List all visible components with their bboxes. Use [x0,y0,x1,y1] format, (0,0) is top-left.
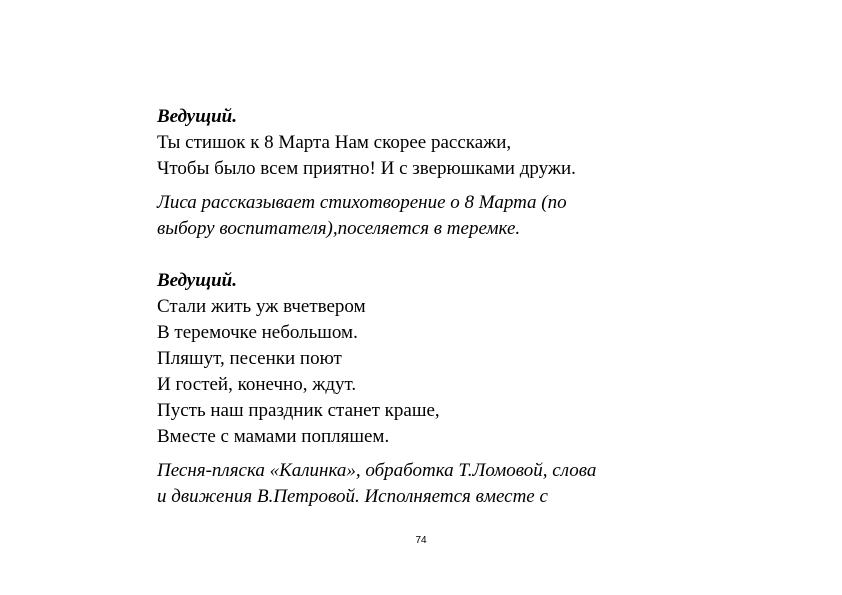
verse-line: Пусть наш праздник станет краше, [157,400,440,421]
spacer [157,182,797,190]
verse-line: Вместе с мамами попляшем. [157,426,390,447]
verse-line: И гостей, конечно, ждут. [157,374,357,395]
direction-line: Лиса рассказывает стихотворение о 8 Марта (по [157,192,567,213]
spacer [157,450,797,458]
page-content [157,104,797,510]
stage-direction-2 [157,458,797,510]
verse-line: В теремочке небольшом. [157,322,358,343]
verse-line: Пляшут, песенки поют [157,348,342,369]
direction-line: выбору воспитателя),поселяется в теремке. [157,218,521,239]
speaker-name: Ведущий. [157,106,237,127]
stage-direction-1 [157,190,797,242]
verse-line: Ты стишок к 8 Марта Нам скорее расскажи, [157,132,512,153]
speaker-block-2 [157,268,797,450]
speaker-name: Ведущий. [157,270,237,291]
direction-line: Песня-пляска «Калинка», обработка Т.Ломовой, слова [157,460,597,481]
direction-line: и движения В.Петровой. Исполняется вместе с [157,486,548,507]
spacer [157,242,797,268]
speaker-block-1 [157,104,797,182]
verse-line: Стали жить уж вчетвером [157,296,366,317]
page-number: 74 [415,535,427,546]
verse-line: Чтобы было всем приятно! И с зверюшками дружи. [157,158,576,179]
